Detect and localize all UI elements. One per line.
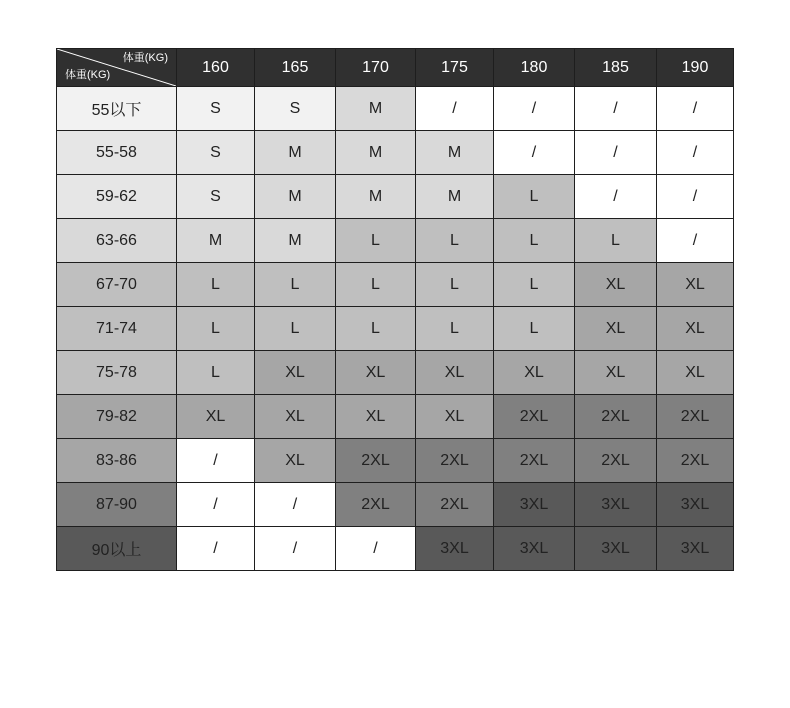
- row-label-cell: 55-58: [57, 131, 177, 175]
- size-cell: XL: [255, 439, 336, 483]
- size-cell: /: [657, 219, 734, 263]
- size-cell: XL: [575, 351, 657, 395]
- size-cell: /: [177, 439, 255, 483]
- size-cell: L: [416, 263, 494, 307]
- row-label-cell: 83-86: [57, 439, 177, 483]
- size-cell: 2XL: [336, 439, 416, 483]
- column-header: 185: [575, 49, 657, 87]
- size-cell: L: [494, 175, 575, 219]
- size-cell: L: [336, 307, 416, 351]
- size-cell: /: [494, 87, 575, 131]
- size-cell: S: [177, 175, 255, 219]
- size-cell: /: [255, 527, 336, 571]
- size-cell: /: [575, 131, 657, 175]
- size-cell: L: [255, 263, 336, 307]
- column-header: 180: [494, 49, 575, 87]
- column-header: 175: [416, 49, 494, 87]
- size-cell: 2XL: [657, 439, 734, 483]
- size-cell: M: [255, 131, 336, 175]
- size-cell: M: [416, 175, 494, 219]
- size-cell: /: [177, 483, 255, 527]
- size-cell: XL: [657, 307, 734, 351]
- size-cell: L: [494, 219, 575, 263]
- size-cell: 3XL: [416, 527, 494, 571]
- size-cell: /: [336, 527, 416, 571]
- size-cell: M: [336, 175, 416, 219]
- table-row: [57, 483, 734, 527]
- size-cell: XL: [657, 351, 734, 395]
- size-cell: XL: [575, 307, 657, 351]
- size-cell: 2XL: [416, 483, 494, 527]
- size-cell: 3XL: [575, 483, 657, 527]
- table-row: [57, 351, 734, 395]
- size-cell: L: [575, 219, 657, 263]
- size-cell: L: [255, 307, 336, 351]
- size-cell: /: [416, 87, 494, 131]
- size-cell: M: [177, 219, 255, 263]
- size-cell: 3XL: [575, 527, 657, 571]
- size-cell: /: [255, 483, 336, 527]
- size-cell: L: [416, 307, 494, 351]
- size-cell: L: [336, 219, 416, 263]
- size-cell: 2XL: [575, 395, 657, 439]
- size-cell: 3XL: [657, 527, 734, 571]
- table-row: [57, 263, 734, 307]
- table-row: [57, 219, 734, 263]
- size-cell: 2XL: [416, 439, 494, 483]
- size-cell: 2XL: [575, 439, 657, 483]
- size-cell: 2XL: [336, 483, 416, 527]
- table-row: [57, 439, 734, 483]
- row-label-cell: 79-82: [57, 395, 177, 439]
- size-cell: 2XL: [494, 439, 575, 483]
- row-label-cell: 63-66: [57, 219, 177, 263]
- size-cell: 3XL: [494, 527, 575, 571]
- table-row: [57, 395, 734, 439]
- size-cell: XL: [416, 395, 494, 439]
- size-cell: M: [416, 131, 494, 175]
- size-cell: L: [336, 263, 416, 307]
- size-cell: XL: [177, 395, 255, 439]
- corner-header-cell: [57, 49, 177, 87]
- size-cell: L: [494, 307, 575, 351]
- size-cell: S: [177, 131, 255, 175]
- size-cell: L: [177, 307, 255, 351]
- size-cell: /: [657, 87, 734, 131]
- corner-bottom-label: 体重(KG): [65, 69, 111, 81]
- table-row: [57, 175, 734, 219]
- corner-top-label: 体重(KG): [122, 52, 168, 64]
- table-row: [57, 307, 734, 351]
- table-row: [57, 527, 734, 571]
- row-label-cell: 87-90: [57, 483, 177, 527]
- size-cell: XL: [336, 395, 416, 439]
- table-row: [57, 87, 734, 131]
- size-cell: 2XL: [657, 395, 734, 439]
- size-cell: XL: [657, 263, 734, 307]
- size-cell: M: [255, 175, 336, 219]
- size-chart-body: [57, 87, 734, 571]
- header-row: [57, 49, 734, 87]
- size-cell: XL: [336, 351, 416, 395]
- size-cell: XL: [255, 351, 336, 395]
- size-cell: M: [336, 131, 416, 175]
- size-cell: /: [177, 527, 255, 571]
- row-label-cell: 75-78: [57, 351, 177, 395]
- size-cell: /: [657, 131, 734, 175]
- size-cell: /: [575, 175, 657, 219]
- size-cell: 2XL: [494, 395, 575, 439]
- size-cell: 3XL: [494, 483, 575, 527]
- size-cell: L: [494, 263, 575, 307]
- row-label-cell: 59-62: [57, 175, 177, 219]
- size-cell: L: [177, 351, 255, 395]
- size-cell: L: [416, 219, 494, 263]
- size-cell: XL: [494, 351, 575, 395]
- size-cell: /: [575, 87, 657, 131]
- column-header: 170: [336, 49, 416, 87]
- size-cell: /: [657, 175, 734, 219]
- column-header: 165: [255, 49, 336, 87]
- size-cell: M: [255, 219, 336, 263]
- row-label-cell: 55以下: [57, 87, 177, 131]
- size-cell: S: [255, 87, 336, 131]
- table-row: [57, 131, 734, 175]
- size-cell: S: [177, 87, 255, 131]
- size-chart-table: [56, 48, 734, 571]
- size-cell: 3XL: [657, 483, 734, 527]
- size-cell: XL: [575, 263, 657, 307]
- row-label-cell: 71-74: [57, 307, 177, 351]
- column-header: 160: [177, 49, 255, 87]
- column-header: 190: [657, 49, 734, 87]
- size-cell: /: [494, 131, 575, 175]
- size-cell: XL: [416, 351, 494, 395]
- size-cell: L: [177, 263, 255, 307]
- size-cell: M: [336, 87, 416, 131]
- size-cell: XL: [255, 395, 336, 439]
- row-label-cell: 90以上: [57, 527, 177, 571]
- row-label-cell: 67-70: [57, 263, 177, 307]
